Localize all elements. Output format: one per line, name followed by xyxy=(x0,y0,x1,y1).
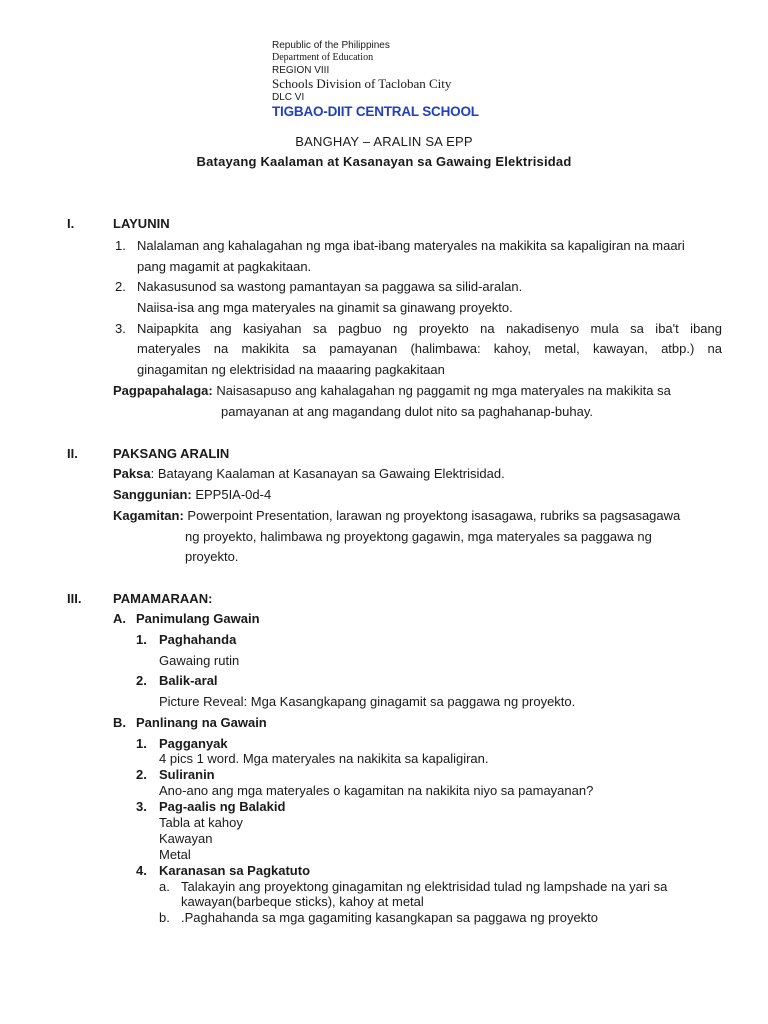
sub-item-text: kawayan(barbeque sticks), kahoy at metal xyxy=(181,894,424,909)
step-text: Gawaing rutin xyxy=(159,653,240,668)
step-heading: Suliranin xyxy=(159,767,215,782)
value-line xyxy=(113,383,671,398)
item-number: 3. xyxy=(115,321,126,336)
objective-text: Nakasusunod sa wastong pamantayan sa paggawa sa silid-aralan. xyxy=(137,279,523,294)
objective-text: Naiisa-isa ang mga materyales na ginamit sa ginawang proyekto. xyxy=(137,300,513,315)
step-text: Picture Reveal: Mga Kasangkapang ginagamit sa paggawa ng proyekto. xyxy=(159,694,576,709)
step-heading: Paghahanda xyxy=(159,632,237,647)
objective-text: ginagamitan ng elektrisidad na maaaring pagkakitaan xyxy=(137,362,445,377)
objective-text: Nalalaman ang kahalagahan ng mga ibat-ibang materyales na makikita sa kapaligiran na maari xyxy=(137,238,685,253)
kagamitan-line xyxy=(113,508,680,523)
republic-line: Republic of the Philippines xyxy=(272,40,390,51)
topic-title: Batayang Kaalaman at Kasanayan sa Gawaing Elektrisidad xyxy=(196,154,572,169)
list-item: Kawayan xyxy=(159,831,213,846)
school-name: TIGBAO-DIIT CENTRAL SCHOOL xyxy=(272,104,479,119)
division-line: Schools Division of Tacloban City xyxy=(272,76,452,91)
list-item: Metal xyxy=(159,847,191,862)
sanggunian-label: Sanggunian: xyxy=(113,487,192,502)
sanggunian-value: EPP5IA-0d-4 xyxy=(191,487,272,502)
kagamitan-label: Kagamitan: xyxy=(113,508,184,523)
dlc-line: DLC VI xyxy=(272,92,305,103)
sub-item-text: .Paghahanda sa mga gagamiting kasangkapan sa paggawa ng proyekto xyxy=(181,910,599,925)
objective-text: Naipapkita ang kasiyahan sa pagbuo ng proyekto na nakadisenyo mula sa iba't ibang xyxy=(137,321,722,336)
objective-text: pang magamit at pagkakitaan. xyxy=(137,259,312,274)
step-number: 2. xyxy=(136,767,147,782)
section-heading: PAKSANG ARALIN xyxy=(113,446,230,461)
item-number: 2. xyxy=(115,279,126,294)
sub-item-letter: a. xyxy=(159,879,170,894)
section-heading: LAYUNIN xyxy=(113,216,170,231)
step-heading: Pag-aalis ng Balakid xyxy=(159,799,286,814)
section-numeral: I. xyxy=(67,216,75,231)
item-number: 1. xyxy=(115,238,126,253)
sanggunian-line xyxy=(113,487,271,502)
paksa-line xyxy=(113,466,505,481)
subsection-heading: Panlinang na Gawain xyxy=(136,715,267,730)
value-text: Naisasapuso ang kahalagahan ng paggamit ng mga materyales na makikita sa xyxy=(212,383,671,398)
step-heading: Balik-aral xyxy=(159,673,218,688)
subsection-heading: Panimulang Gawain xyxy=(136,611,260,626)
department-line: Department of Education xyxy=(272,52,374,63)
objective-text: materyales na makikita sa pamayanan (halimbawa: kahoy, metal, kawayan, atbp.) na xyxy=(137,341,722,356)
region-line: REGION VIII xyxy=(272,65,330,76)
kagamitan-value: proyekto. xyxy=(185,549,239,564)
step-number: 4. xyxy=(136,863,147,878)
step-number: 2. xyxy=(136,673,147,688)
plan-title: BANGHAY – ARALIN SA EPP xyxy=(295,134,473,149)
value-text: pamayanan at ang magandang dulot nito sa paghahanap-buhay. xyxy=(221,404,593,419)
step-text: Ano-ano ang mga materyales o kagamitan na nakikita niyo sa pamayanan? xyxy=(159,783,594,798)
sub-item-text: Talakayin ang proyektong ginagamitan ng elektrisidad tulad ng lampshade na yari sa xyxy=(181,879,668,894)
section-heading: PAMAMARAAN: xyxy=(113,591,213,606)
section-numeral: II. xyxy=(67,446,78,461)
section-numeral: III. xyxy=(67,591,82,606)
kagamitan-value: Powerpoint Presentation, larawan ng proyektong isasagawa, rubriks sa pagsasagawa xyxy=(183,508,681,523)
step-heading: Pagganyak xyxy=(159,736,228,751)
step-number: 1. xyxy=(136,632,147,647)
paksa-value: : Batayang Kaalaman at Kasanayan sa Gawaing Elektrisidad. xyxy=(150,466,505,481)
step-heading: Karanasan sa Pagkatuto xyxy=(159,863,311,878)
subsection-letter: B. xyxy=(113,715,126,730)
step-number: 1. xyxy=(136,736,147,751)
step-text: 4 pics 1 word. Mga materyales na nakikita sa kapaligiran. xyxy=(159,751,489,766)
paksa-label: Paksa xyxy=(113,466,151,481)
step-number: 3. xyxy=(136,799,147,814)
kagamitan-value: ng proyekto, halimbawa ng proyektong gagawin, mga materyales sa paggawa ng xyxy=(185,529,652,544)
subsection-letter: A. xyxy=(113,611,126,626)
sub-item-letter: b. xyxy=(159,910,170,925)
list-item: Tabla at kahoy xyxy=(159,815,243,830)
value-label: Pagpapahalaga: xyxy=(113,383,213,398)
